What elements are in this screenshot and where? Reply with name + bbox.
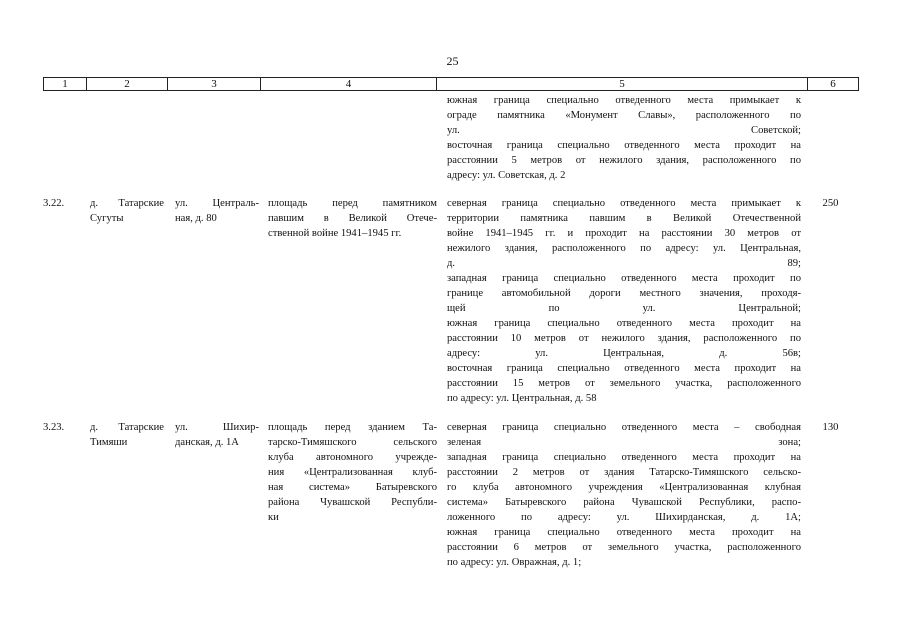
boundaries-cell-line: расстоянии 15 метров от земельного участка, расположенного <box>447 378 801 389</box>
column-3-label: 3 <box>168 78 261 91</box>
address-cell-line: ная, д. 80 <box>175 213 217 224</box>
boundaries-cell-line: по адресу: ул. Овражная, д. 1; <box>447 557 582 568</box>
record-number-line: 3.23. <box>43 422 65 433</box>
column-6-label: 6 <box>808 78 859 91</box>
boundaries-cell-line: территории памятника павшим в Великой Отечественной <box>447 213 801 224</box>
boundaries-cell-line: расстоянии 5 метров от нежилого здания, расположенного по <box>447 155 801 166</box>
column-1-label: 1 <box>44 78 87 91</box>
boundaries-cell-line: границе автомобильной дороги местного значения, проходя- <box>447 288 801 299</box>
boundaries-cell-line: западная граница специально отведенного места проходит по <box>447 273 801 284</box>
object-cell-line: ки <box>268 512 279 523</box>
page-number: 25 <box>446 54 459 68</box>
boundaries-cell-line: северная граница специально отведенного места – свободная <box>447 422 801 433</box>
locality-cell-line: Тимяши <box>90 437 128 448</box>
boundaries-cell-line: го клуба автономного учреждения «Централизованная клубная <box>447 482 801 493</box>
object-cell <box>268 420 437 525</box>
boundaries-cell-line: адресу: ул. Центральная, д. 56в; <box>447 348 801 359</box>
boundaries-cell-line: система» Батыревского района Чувашской Республики, распо- <box>447 497 801 508</box>
record-number <box>43 420 79 435</box>
record-number <box>43 196 79 211</box>
address-cell <box>175 196 259 226</box>
object-cell-line: клуба автономного учрежде- <box>268 452 437 463</box>
locality-cell-line: д. Татарские <box>90 422 164 433</box>
boundaries-cell-line: зеленая зона; <box>447 437 801 448</box>
locality-cell <box>90 196 164 226</box>
object-cell-line: района Чувашской Республи- <box>268 497 437 508</box>
boundaries-cell-line: южная граница специально отведенного места проходит на <box>447 318 801 329</box>
boundaries-cell-line: войне 1941–1945 гг. и проходит на расстоянии 30 метров от <box>447 228 801 239</box>
boundaries-cell-line: северная граница специально отведенного места примыкает к <box>447 198 801 209</box>
area-cell <box>803 420 858 435</box>
column-5-label: 5 <box>437 78 808 91</box>
boundaries-cell-line: восточная граница специально отведенного места проходит на <box>447 140 801 151</box>
boundaries-cell <box>447 93 801 183</box>
address-cell-line: ул. Шихир- <box>175 422 259 433</box>
object-cell-line: площадь перед памятником <box>268 198 437 209</box>
object-cell-line: ственной войне 1941–1945 гг. <box>268 228 402 239</box>
boundaries-cell-line: ул. Советской; <box>447 125 801 136</box>
column-number-header <box>43 77 859 91</box>
area-cell-line: 130 <box>822 422 839 433</box>
locality-cell <box>90 420 164 450</box>
boundaries-cell <box>447 196 801 406</box>
boundaries-cell-line: д. 89; <box>447 258 801 269</box>
boundaries-cell-line: западная граница специально отведенного места проходит на <box>447 452 801 463</box>
boundaries-cell-line: адресу: ул. Советская, д. 2 <box>447 170 566 181</box>
boundaries-cell-line: по адресу: ул. Центральная, д. 58 <box>447 393 597 404</box>
object-cell-line: павшим в Великой Отече- <box>268 213 437 224</box>
boundaries-cell-line: восточная граница специально отведенного места проходит на <box>447 363 801 374</box>
address-cell-line: ул. Централь- <box>175 198 259 209</box>
boundaries-cell-line: ограде памятника «Монумент Славы», расположенного по <box>447 110 801 121</box>
address-cell-line: данская, д. 1А <box>175 437 239 448</box>
object-cell-line: площадь перед зданием Та- <box>268 422 437 433</box>
boundaries-cell-line: южная граница специально отведенного места проходит на <box>447 527 801 538</box>
area-cell-line: 250 <box>822 198 839 209</box>
boundaries-cell-line: ложенного по адресу: ул. Шихирданская, д. 1А; <box>447 512 801 523</box>
boundaries-cell-line: щей по ул. Центральной; <box>447 303 801 314</box>
boundaries-cell-line: расстоянии 2 метров от здания Татарско-Тимяшского сельско- <box>447 467 801 478</box>
column-2-label: 2 <box>87 78 168 91</box>
object-cell-line: тарско-Тимяшского сельского <box>268 437 437 448</box>
address-cell <box>175 420 259 450</box>
object-cell <box>268 196 437 241</box>
column-4-label: 4 <box>261 78 437 91</box>
boundaries-cell-line: южная граница специально отведенного места примыкает к <box>447 95 801 106</box>
boundaries-cell-line: расстоянии 10 метров от нежилого здания, расположенного по <box>447 333 801 344</box>
boundaries-cell-line: нежилого здания, расположенного по адресу: ул. Центральная, <box>447 243 801 254</box>
area-cell <box>803 196 858 211</box>
object-cell-line: ния «Централизованная клуб- <box>268 467 437 478</box>
boundaries-cell-line: расстоянии 6 метров от земельного участка, расположенного <box>447 542 801 553</box>
object-cell-line: ная система» Батыревского <box>268 482 437 493</box>
record-number-line: 3.22. <box>43 198 65 209</box>
locality-cell-line: д. Татарские <box>90 198 164 209</box>
locality-cell-line: Сугуты <box>90 213 124 224</box>
boundaries-cell <box>447 420 801 570</box>
